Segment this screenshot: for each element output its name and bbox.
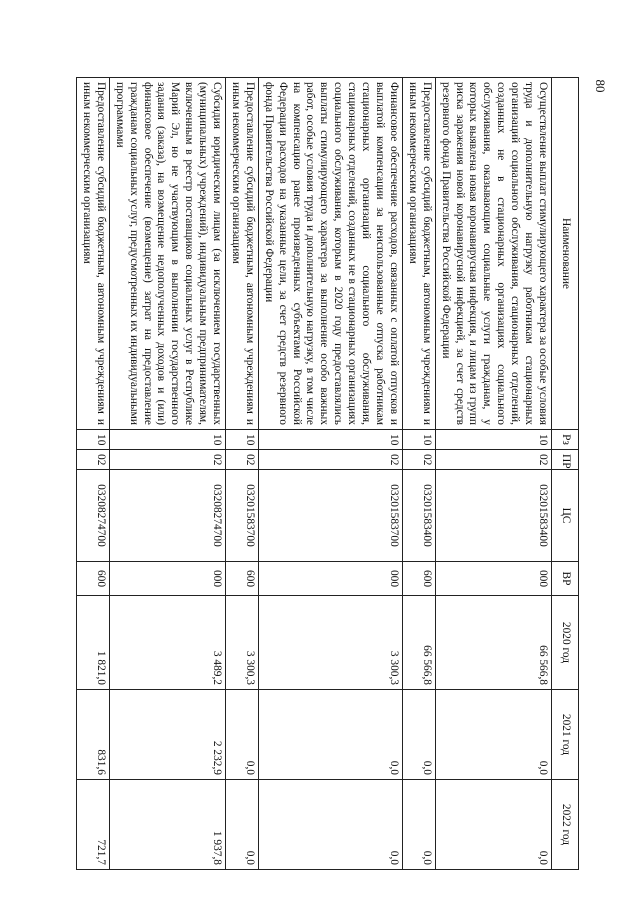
table-header-row	[552, 78, 579, 870]
row-rz: 10	[226, 430, 259, 450]
row-cs: 03201583700	[226, 470, 259, 562]
row-rz: 10	[109, 430, 225, 450]
row-vr: 000	[258, 562, 402, 596]
table-row	[402, 78, 435, 870]
table-row	[258, 78, 402, 870]
row-name: Финансовое обеспечение расходов, связанных с оплатой отпусков и выплатой компенсации за неиспользованные отпуска работникам стационарных организаций социального обслуживания, стационарных отделений, созданных не в стационарных организациях социального обслуживания, которым в 2020 году предоставлялись выплаты стимулирующего характера за выполнение особо важных работ, особые условия труда и дополнительную нагрузку, в том числе на компенсацию ранее произведенных субъектами Российской Федерации расходов на указанные цели, за счет средств резервного фонда Правительства Российской Федерации	[258, 78, 402, 430]
table-row	[77, 78, 110, 870]
row-2021: 0,0	[226, 690, 259, 780]
row-pr: 02	[435, 450, 551, 470]
row-2020: 66 566,8	[402, 596, 435, 690]
header-cs: ЦС	[552, 470, 579, 562]
row-pr: 02	[402, 450, 435, 470]
header-vr: ВР	[552, 562, 579, 596]
row-2020: 1 821,0	[77, 596, 110, 690]
row-vr: 000	[109, 562, 225, 596]
page-number: 80	[593, 79, 608, 93]
row-2020: 3 300,3	[258, 596, 402, 690]
header-pr: ПР	[552, 450, 579, 470]
row-cs: 03208274700	[77, 470, 110, 562]
row-rz: 10	[77, 430, 110, 450]
header-name: Наименование	[552, 78, 579, 430]
header-rz: Рз	[552, 430, 579, 450]
row-2022: 0,0	[226, 780, 259, 870]
row-rz: 10	[435, 430, 551, 450]
row-pr: 02	[77, 450, 110, 470]
row-cs: 03201583700	[258, 470, 402, 562]
row-rz: 10	[258, 430, 402, 450]
row-vr: 600	[226, 562, 259, 596]
row-2021: 0,0	[435, 690, 551, 780]
row-2022: 1 937,8	[109, 780, 225, 870]
row-name: Предоставление субсидий бюджетным, автономным учреждениям и иным некоммерческим организациям	[402, 78, 435, 430]
row-2020: 66 566,8	[435, 596, 551, 690]
header-2021: 2021 год	[552, 690, 579, 780]
budget-table	[76, 77, 579, 870]
row-pr: 02	[258, 450, 402, 470]
row-vr: 600	[77, 562, 110, 596]
row-pr: 02	[109, 450, 225, 470]
row-cs: 03201583400	[435, 470, 551, 562]
row-2020: 3 489,2	[109, 596, 225, 690]
row-2022: 721,7	[77, 780, 110, 870]
row-vr: 600	[402, 562, 435, 596]
row-2022: 0,0	[435, 780, 551, 870]
row-2021: 0,0	[402, 690, 435, 780]
row-name: Осуществление выплат стимулирующего характера за особые условия труда и дополнительную нагрузку работникам стационарных организаций социального обслуживания, стационарных отделений, созданных не в стационарных организациях социального обслуживания, оказывающим социальные услуги гражданам, у которых выявлена новая коронавирусная инфекция, и лицам из групп риска заражения новой коронавирусной инфекцией, за счет средств резервного фонда Правительства Российской Федерации	[435, 78, 551, 430]
row-2021: 2 232,9	[109, 690, 225, 780]
header-2022: 2022 год	[552, 780, 579, 870]
row-name: Предоставление субсидий бюджетным, автономным учреждениям и иным некоммерческим организациям	[77, 78, 110, 430]
row-2020: 3 300,3	[226, 596, 259, 690]
row-name: Субсидия юридическим лицам (за исключением государственных (муниципальных) учреждений), индивидуальным предпринимателям, включенным в реестр поставщиков социальных услуг в Республике Марий Эл, но не участвующим в выполнении государственного задания (заказа), на возмещение недополученных доходов и (или) финансовое обеспечение (возмещение) затрат на предоставление гражданам социальных услуг, предусмотренных их индивидуальными программами	[109, 78, 225, 430]
row-cs: 03201583400	[402, 470, 435, 562]
row-2022: 0,0	[258, 780, 402, 870]
row-cs: 03208274700	[109, 470, 225, 562]
rotated-page-content	[59, 77, 579, 869]
row-2021: 0,0	[258, 690, 402, 780]
row-rz: 10	[402, 430, 435, 450]
table-row	[109, 78, 225, 870]
table-row	[226, 78, 259, 870]
table-row	[435, 78, 551, 870]
row-vr: 000	[435, 562, 551, 596]
row-pr: 02	[226, 450, 259, 470]
row-2022: 0,0	[402, 780, 435, 870]
row-2021: 831,6	[77, 690, 110, 780]
header-2020: 2020 год	[552, 596, 579, 690]
row-name: Предоставление субсидий бюджетным, автономным учреждениям и иным некоммерческим организациям	[226, 78, 259, 430]
